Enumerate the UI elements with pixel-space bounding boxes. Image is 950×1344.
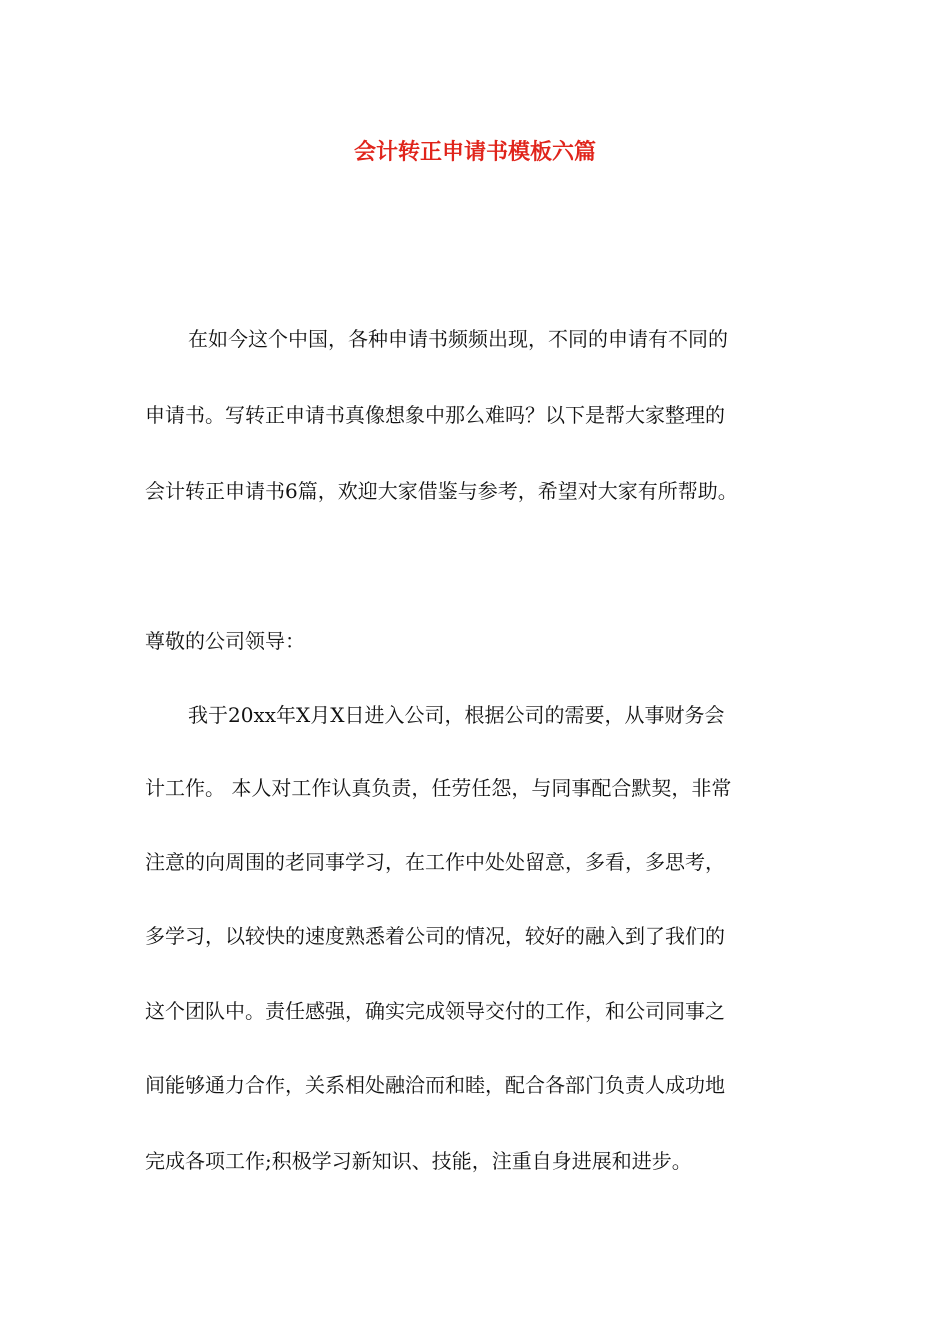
- intro-line-1: 在如今这个中国，各种申请书频频出现，不同的申请有不同的: [188, 327, 728, 351]
- intro-line-3: 会计转正申请书6篇，欢迎大家借鉴与参考，希望对大家有所帮助。: [145, 479, 738, 503]
- body-line-6: 间能够通力合作，关系相处融洽而和睦，配合各部门负责人成功地: [145, 1073, 725, 1097]
- document-title: 会计转正申请书模板六篇: [353, 139, 596, 165]
- body-line-4: 多学习，以较快的速度熟悉着公司的情况，较好的融入到了我们的: [145, 924, 725, 948]
- intro-line-2: 申请书。写转正申请书真像想象中那么难吗？以下是帮大家整理的: [145, 403, 725, 427]
- salutation: 尊敬的公司领导：: [145, 629, 305, 653]
- body-line-5: 这个团队中。责任感强，确实完成领导交付的工作，和公司同事之: [145, 999, 725, 1023]
- body-line-1: 我于20xx年X月X日进入公司，根据公司的需要，从事财务会: [188, 703, 725, 727]
- body-line-7: 完成各项工作;积极学习新知识、技能，注重自身进展和进步。: [145, 1149, 692, 1173]
- body-line-3: 注意的向周围的老同事学习，在工作中处处留意，多看，多思考，: [145, 850, 725, 874]
- body-line-2: 计工作。 本人对工作认真负责，任劳任怨，与同事配合默契，非常: [145, 776, 732, 800]
